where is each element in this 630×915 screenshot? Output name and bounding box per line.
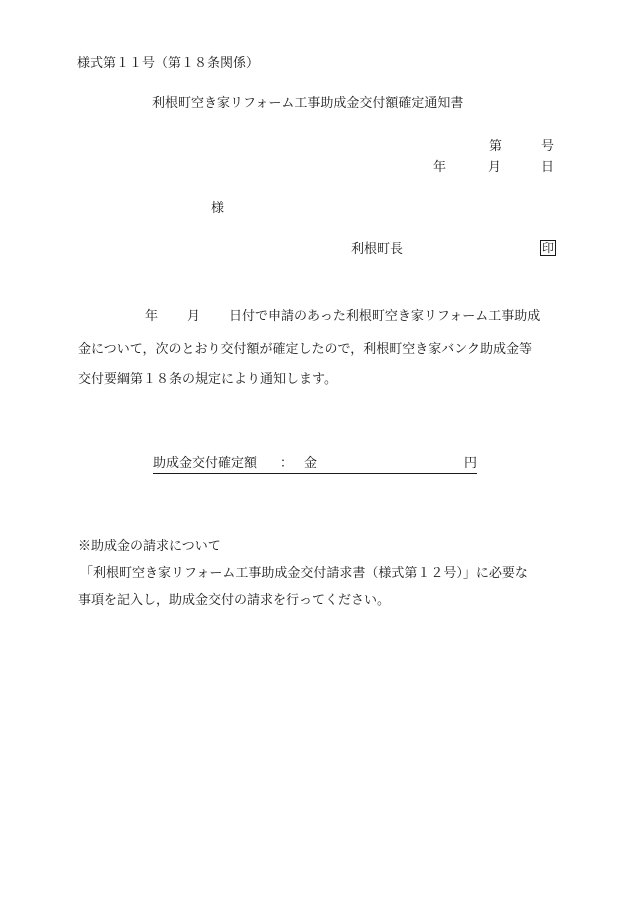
- date-month: 月: [488, 160, 502, 175]
- amount-label: 助成金交付確定額: [153, 456, 258, 471]
- amount-row: [153, 457, 477, 474]
- document-number-go: 号: [541, 139, 555, 154]
- note-line-1: 「利根町空き家リフォーム工事助成金交付請求書（様式第１２号）」に必要な: [80, 566, 528, 581]
- issuer-name: 利根町長: [351, 242, 404, 257]
- body-line-2: 金について，次のとおり交付額が確定したので，利根町空き家バンク助成金等: [78, 342, 532, 357]
- date-day: 日: [541, 160, 555, 175]
- form-number: 様式第１１号（第１８条関係）: [77, 56, 260, 71]
- recipient-honorific: 様: [211, 201, 225, 216]
- note-line-2: 事項を記入し，助成金交付の請求を行ってください。: [78, 593, 391, 608]
- amount-colon: ：: [280, 456, 294, 471]
- amount-yen: 円: [464, 456, 478, 471]
- amount-kin: 金: [304, 456, 318, 471]
- body-line-3: 交付要綱第１８条の規定により通知します。: [78, 372, 337, 387]
- date-year: 年: [433, 160, 447, 175]
- seal-mark: 印: [542, 241, 555, 255]
- document-title: 利根町空き家リフォーム工事助成金交付額確定通知書: [152, 96, 464, 111]
- body-line-1-text: 日付で申請のあった利根町空き家リフォーム工事助成: [229, 309, 541, 324]
- body-year: 年: [145, 309, 159, 324]
- body-month: 月: [187, 309, 201, 324]
- note-heading: ※助成金の請求について: [78, 539, 221, 554]
- document-number-dai: 第: [489, 139, 503, 154]
